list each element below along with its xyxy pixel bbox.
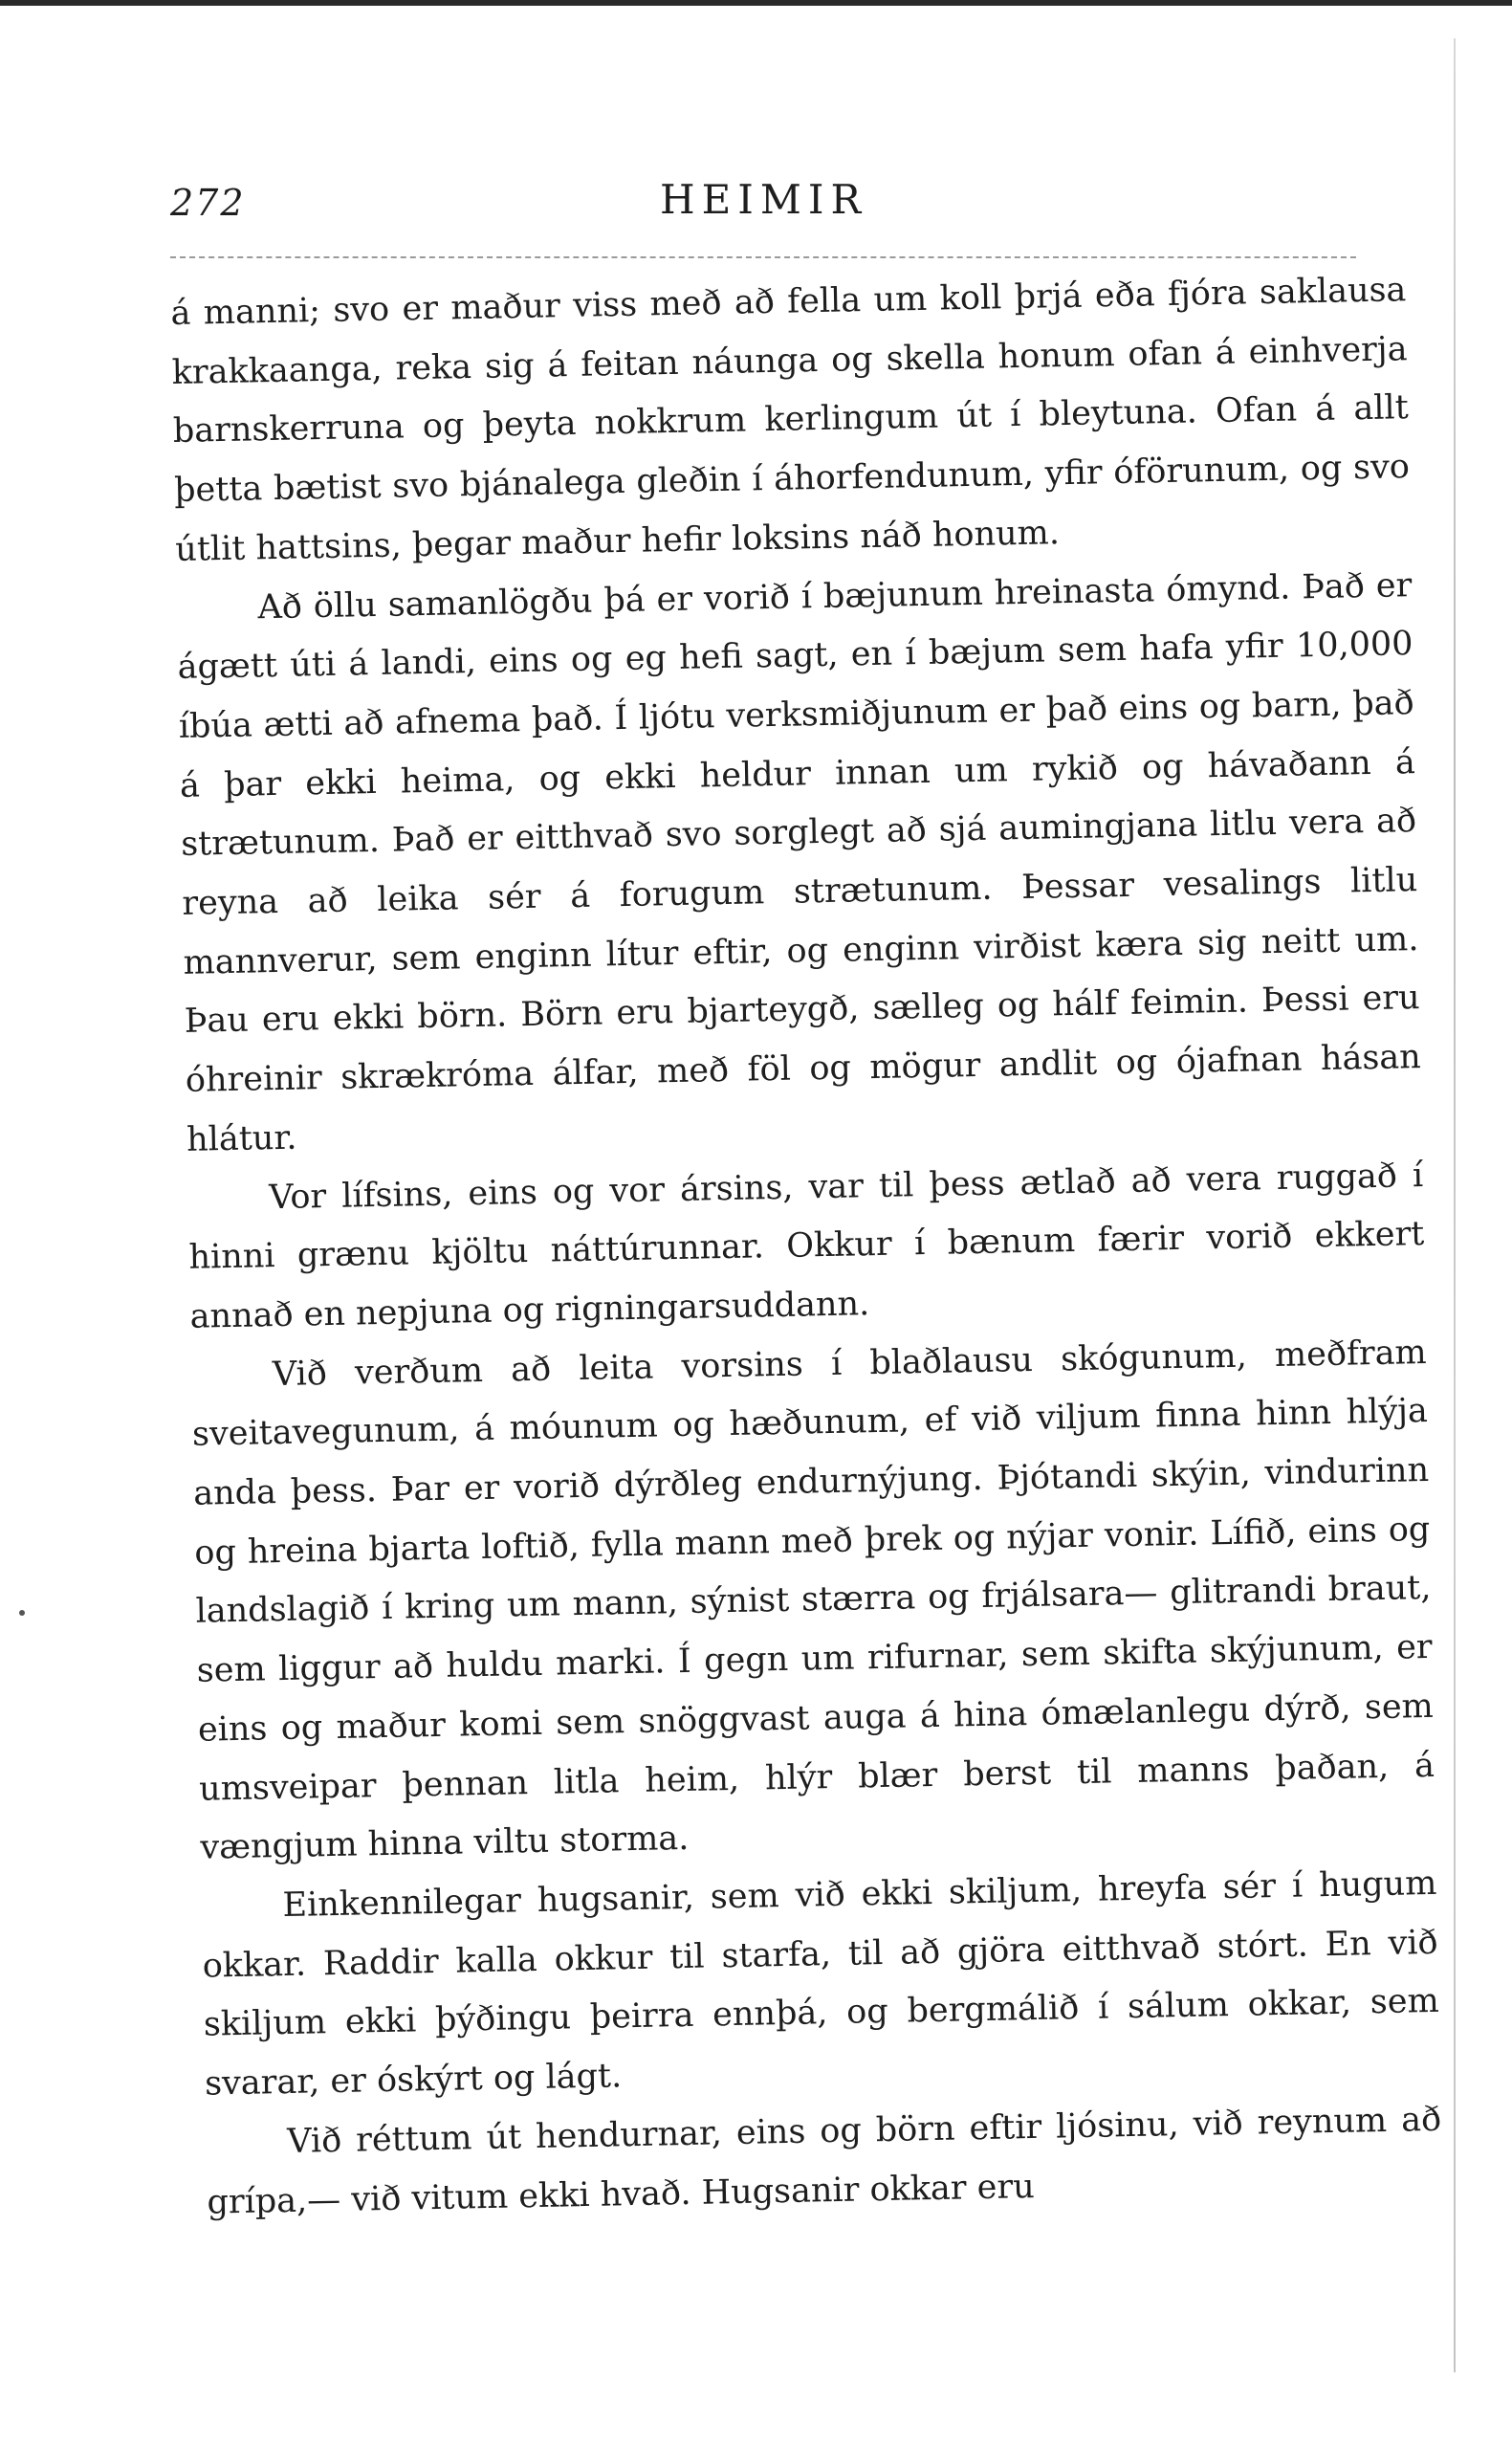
running-head: HEIMIR [660,176,868,223]
page-header [170,176,1385,249]
scan-speck [19,1610,25,1616]
paragraph: Vor lífsins, eins og vor ársins, var til þess ætlað að vera ruggað í hinni grænu kjöltu náttúrunnar. Okkur í bænum færir vorið ekkert annað en nepjuna og rigningarsuddann. [188,1156,1425,1336]
paragraph: Við réttum út hendurnar, eins og börn eftir ljósinu, við reynum að grípa,— við vitum ekki hvað. Hugsanir okkar eru [207,2100,1442,2222]
paragraph: Einkennilegar hugsanir, sem við ekki skiljum, hreyfa sér í hugum okkar. Raddir kalla okkur til starfa, til að gjöra eitthvað stórt. En við skiljum ekki þýðingu þeirra ennþá, og bergmálið í sálum okkar, sem svarar, er óskýrt og lágt. [202,1863,1440,2104]
paragraph: á manni; svo er maður viss með að fella um koll þrjá eða fjóra saklausa krakkaanga, reka sig á feitan náunga og skella honum ofan á einhverja barnskerruna og þeyta nokkrum kerlingum út í bleytuna. Ofan á allt þetta bætist svo bjánalega gleðin í áhorfendunum, yfir óförunum, og svo útlit hattsins, þegar maður hefir loksins náð honum. [170,271,1411,569]
top-edge-rule [0,0,1512,6]
body-text [170,261,1443,2233]
paragraph: Við verðum að leita vorsins í blaðlausu skógunum, meðfram sveitavegunum, á móunum og hæðunum, ef við viljum finna hinn hlýja anda þess. Þar er vorið dýrðleg endurnýjung. Þjótandi skýin, vindurinn og hreina bjarta loftið, fylla mann með þrek og nýjar vonir. Lífið, eins og landslagið í kring um mann, sýnist stærra og frjálsara— glitrandi braut, sem liggur að huldu marki. Í gegn um rifurnar, sem skifta skýjunum, er eins og maður komi sem snöggvast auga á hina ómælanlegu dýrð, sem umsveipar þennan litla heim, hlýr blær berst til manns þaðan, á vængjum hinna viltu storma. [191,1333,1435,1867]
scan-edge-line [1454,38,1456,2372]
header-rule [170,256,1356,258]
page-number: 272 [170,182,246,224]
paragraph: Að öllu samanlögðu þá er vorið í bæjunum hreinasta ómynd. Það er ágætt úti á landi, eins og eg hefi sagt, en í bæjum sem hafa yfir 10,000 íbúa ætti að afnema það. Í ljótu verksmiðjunum er það eins og barn, það á þar ekki heima, og ekki heldur innan um rykið og hávaðann á strætunum. Það er eitthvað svo sorglegt að sjá aumingjana litlu vera að reyna að leika sér á forugum strætunum. Þessar vesalings litlu mannverur, sem enginn lítur eftir, og enginn virðist kæra sig neitt um. Þau eru ekki börn. Börn eru bjarteygð, sælleg og hálf feimin. Þessi eru óhreinir skrækróma álfar, með föl og mögur andlit og ójafnan hásan hlátur. [177,565,1422,1159]
